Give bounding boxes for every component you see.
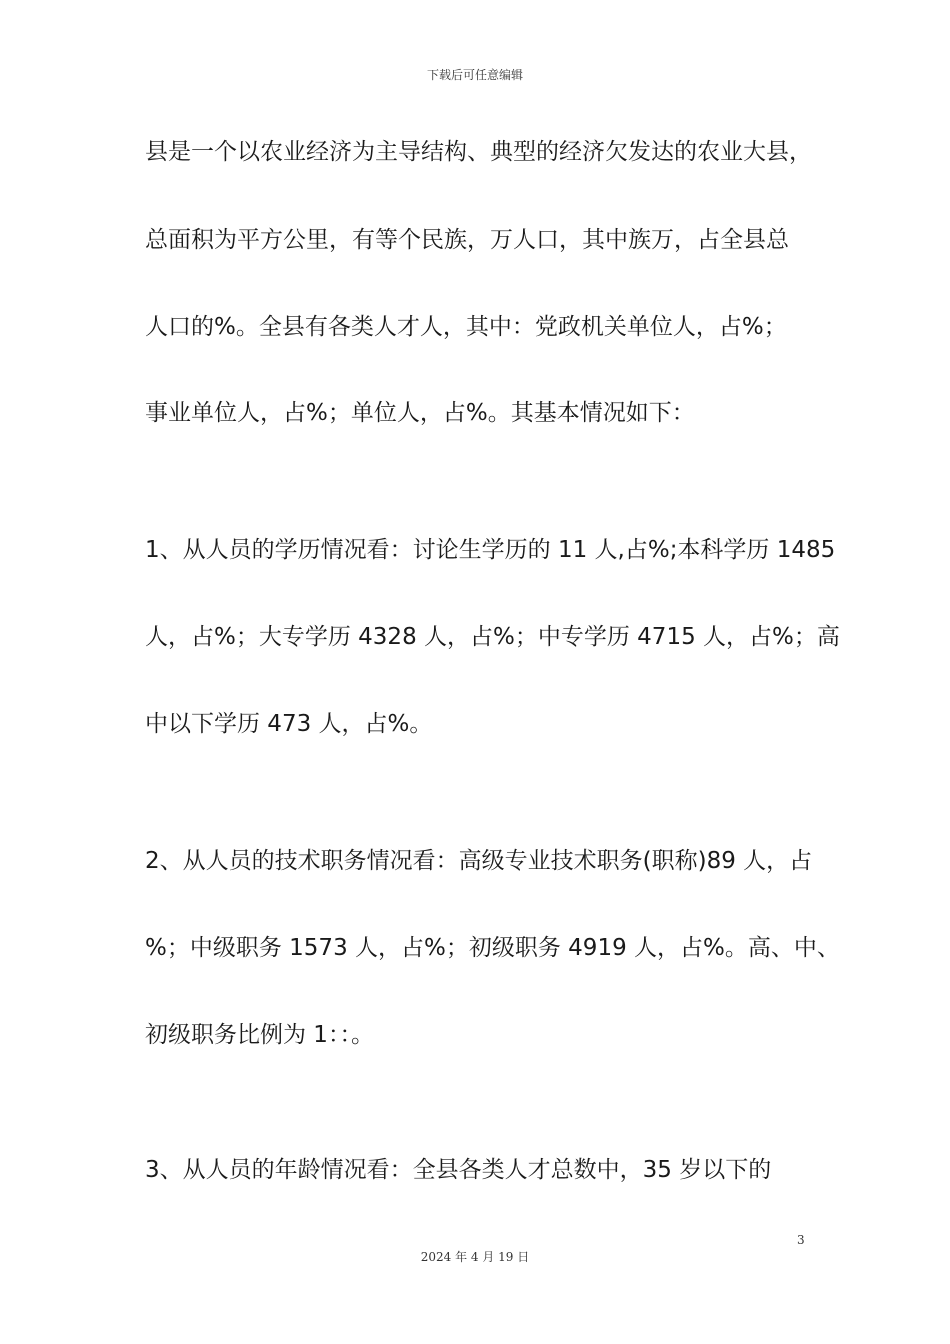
- text-line: 2、从人员的技术职务情况看：高级专业技术职务(职称)89 人，占: [145, 848, 813, 874]
- text-line: 事业单位人，占%；单位人，占%。其基本情况如下：: [145, 400, 695, 426]
- text-line: 3、从人员的年龄情况看：全县各类人才总数中，35 岁以下的: [145, 1157, 772, 1183]
- text-line: 总面积为平方公里，有等个民族，万人口，其中族万，占全县总: [145, 227, 789, 253]
- text-line: 人口的%。全县有各类人才人，其中：党政机关单位人，占%；: [145, 314, 787, 340]
- text-line: 人，占%；大专学历 4328 人，占%；中专学历 4715 人，占%；高: [145, 624, 840, 650]
- text-line: 初级职务比例为 1：：。: [145, 1022, 374, 1048]
- text-line: 县是一个以农业经济为主导结构、典型的经济欠发达的农业大县，: [145, 139, 812, 165]
- header-note: 下载后可任意编辑: [426, 68, 523, 82]
- text-line: 1、从人员的学历情况看：讨论生学历的 11 人,占%;本科学历 1485: [145, 537, 836, 563]
- page-number: 3: [797, 1233, 805, 1247]
- footer-date: 2024 年 4 月 19 日: [420, 1250, 530, 1264]
- text-line: %；中级职务 1573 人，占%；初级职务 4919 人，占%。高、中、: [145, 935, 840, 961]
- text-line: 中以下学历 473 人，占%。: [145, 711, 433, 737]
